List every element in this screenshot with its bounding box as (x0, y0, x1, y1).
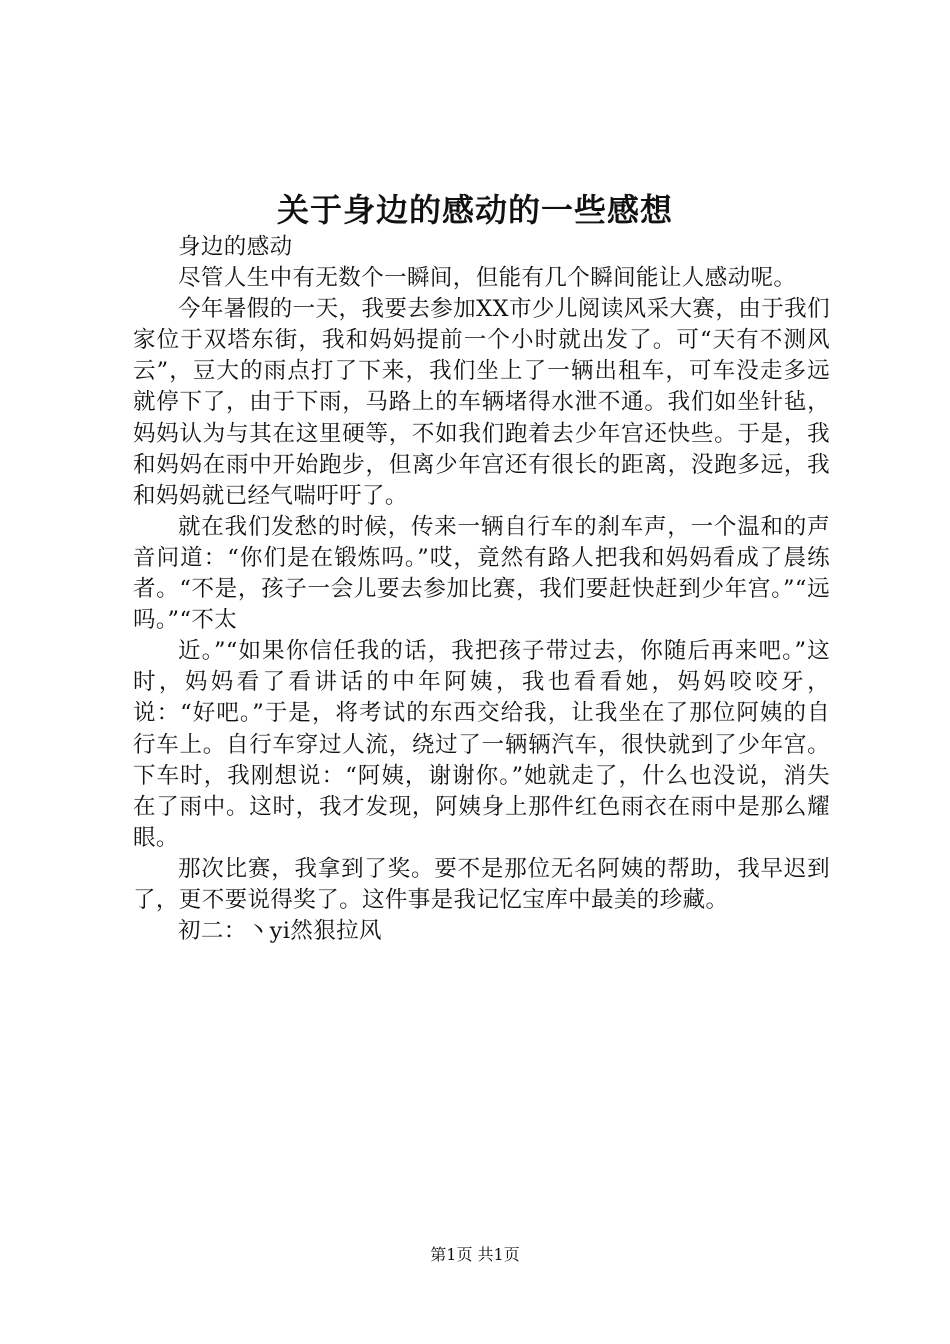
document-title: 关于身边的感动的一些感想 (276, 191, 673, 229)
page-footer: 第1页 共1页 (430, 1245, 520, 1264)
document-body (133, 232, 830, 947)
paragraph-signature: 初二：丶yi然狠拉风 (178, 918, 382, 945)
paragraph: 近。”“如果你信任我的话，我把孩子带过去，你随后再来吧。”这时，妈妈看了看讲话的中年阿姨，我也看看她，妈妈咬咬牙，说：“好吧。”于是，将考试的东西交给我，让我坐在了那位阿姨的自行车上。自行车穿过人流，绕过了一辆辆汽车，很快就到了少年宫。下车时，我刚想说：“阿姨，谢谢你。”她就走了，什么也没说，消失在了雨中。这时，我才发现，阿姨身上那件红色雨衣在雨中是那么耀眼。 (133, 638, 830, 851)
paragraph: 就在我们发愁的时候，传来一辆自行车的刹车声，一个温和的声音问道：“你们是在锻炼吗。”哎，竟然有路人把我和妈妈看成了晨练者。“不是，孩子一会儿要去参加比赛，我们要赶快赶到少年宫。”“远吗。”“不太 (133, 513, 830, 634)
paragraph-subtitle: 身边的感动 (178, 234, 293, 260)
paragraph: 那次比赛，我拿到了奖。要不是那位无名阿姨的帮助，我早迟到了，更不要说得奖了。这件事是我记忆宝库中最美的珍藏。 (133, 855, 830, 913)
paragraph: 今年暑假的一天，我要去参加XX市少儿阅读风采大赛，由于我们家位于双塔东街，我和妈妈提前一个小时就出发了。可“天有不测风云”，豆大的雨点打了下来，我们坐上了一辆出租车，可车没走多远就停下了，由于下雨，马路上的车辆堵得水泄不通。我们如坐针毡，妈妈认为与其在这里硬等，不如我们跑着去少年宫还快些。于是，我和妈妈在雨中开始跑步，但离少年宫还有很长的距离，没跑多远，我和妈妈就已经气喘吁吁了。 (133, 296, 830, 509)
paragraph: 尽管人生中有无数个一瞬间，但能有几个瞬间能让人感动呢。 (178, 265, 797, 292)
